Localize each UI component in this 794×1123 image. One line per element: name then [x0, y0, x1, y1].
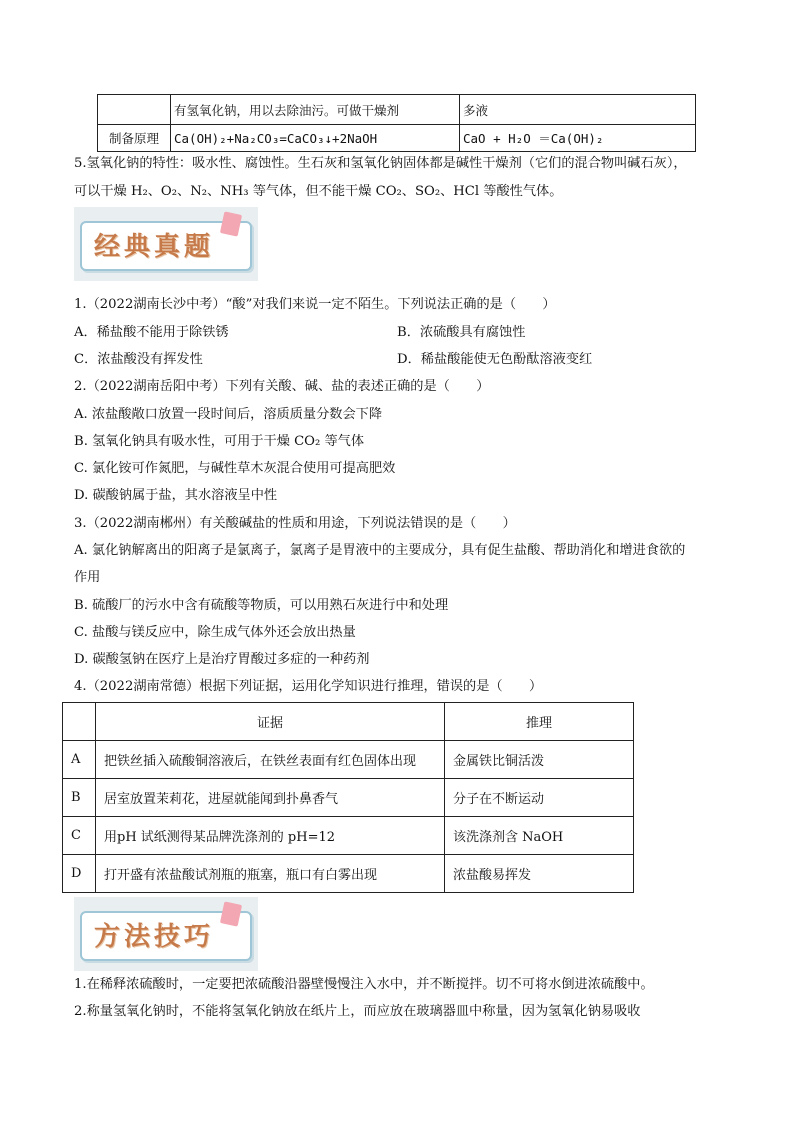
header-key: [63, 703, 96, 741]
row-evidence: 用pH 试纸测得某品牌洗涤剂的 pH=12: [96, 817, 445, 855]
row-evidence: 把铁丝插入硫酸铜溶液后，在铁丝表面有红色固体出现: [96, 741, 445, 779]
q1-option-c: C．浓盐酸没有挥发性: [74, 352, 203, 367]
table-row: [63, 817, 634, 855]
section-banner-methods: [74, 897, 258, 971]
q2-option-d: D. 碳酸钠属于盐，其水溶液呈中性: [74, 488, 278, 503]
properties-table: [97, 94, 696, 152]
q3-option-c: C. 盐酸与镁反应中，除生成气体外还会放出热量: [74, 625, 356, 640]
table-row: [63, 741, 634, 779]
point-5-line-2: 可以干燥 H₂、O₂、N₂、NH₃ 等气体，但不能干燥 CO₂、SO₂、HCl 等酸性气体。: [74, 184, 563, 199]
row-key: C: [63, 817, 96, 855]
q2-stem: 2.（2022湖南岳阳中考）下列有关酸、碱、盐的表述正确的是（ ）: [74, 379, 490, 394]
evidence-table: [62, 702, 634, 893]
row-key: A: [63, 741, 96, 779]
header-inference: 推理: [445, 703, 634, 741]
q1-option-b: B．浓硫酸具有腐蚀性: [397, 325, 526, 340]
row-inference: 金属铁比铜活泼: [445, 741, 634, 779]
q2-option-b: B. 氢氧化钠具有吸水性，可用于干燥 CO₂ 等气体: [74, 434, 365, 449]
caoh-cell: CaO + H₂O ＝Ca(OH)₂: [460, 125, 696, 152]
q2-option-a: A. 浓盐酸敞口放置一段时间后，溶质质量分数会下降: [74, 407, 383, 422]
point-5-line-1: 5.氢氧化钠的特性：吸水性、腐蚀性。生石灰和氢氧化钠固体都是碱性干燥剂（它们的混合物叫碱石灰），: [74, 156, 687, 171]
q1-stem: 1.（2022湖南长沙中考）“酸”对我们来说一定不陌生。下列说法正确的是（ ）: [74, 297, 556, 312]
tip-1: 1.在稀释浓硫酸时，一定要把浓硫酸沿器壁慢慢注入水中，并不断搅拌。切不可将水倒进浓硫酸中。: [74, 977, 654, 992]
row-inference: 该洗涤剂含 NaOH: [445, 817, 634, 855]
table-row: [98, 125, 696, 152]
q4-stem: 4.（2022湖南常德）根据下列证据，运用化学知识进行推理，错误的是（ ）: [74, 679, 543, 694]
row-evidence: 居室放置茉莉花，进屋就能闻到扑鼻香气: [96, 779, 445, 817]
q3-option-b: B. 硫酸厂的污水中含有硫酸等物质，可以用熟石灰进行中和处理: [74, 598, 449, 613]
q3-stem: 3.（2022湖南郴州）有关酸碱盐的性质和用途，下列说法错误的是（ ）: [74, 516, 516, 531]
table-row: [63, 855, 634, 893]
table-row: [63, 779, 634, 817]
row-key: D: [63, 855, 96, 893]
q3-option-d: D. 碳酸氢钠在医疗上是治疗胃酸过多症的一种药剂: [74, 652, 370, 667]
row-label: [98, 95, 171, 125]
banner-title: 经典真题: [94, 232, 215, 262]
banner-title: 方法技巧: [94, 922, 215, 952]
naoh-cell: Ca(OH)₂+Na₂CO₃=CaCO₃↓+2NaOH: [171, 125, 460, 152]
naoh-cell: 有氢氧化钠，用以去除油污。可做干燥剂: [171, 95, 460, 125]
q2-option-c: C. 氯化铵可作氮肥，与碱性草木灰混合使用可提高肥效: [74, 461, 396, 476]
table-row: [98, 95, 696, 125]
row-label: 制备原理: [98, 125, 171, 152]
q1-option-a: A．稀盐酸不能用于除铁锈: [74, 325, 229, 340]
table-header-row: [63, 703, 634, 741]
row-key: B: [63, 779, 96, 817]
section-banner-classic: [74, 207, 258, 281]
tip-2: 2.称量氢氧化钠时，不能将氢氧化钠放在纸片上，而应放在玻璃器皿中称量，因为氢氧化钠易吸收: [74, 1004, 641, 1019]
q1-option-d: D．稀盐酸能使无色酚酞溶液变红: [397, 352, 593, 367]
row-inference: 浓盐酸易挥发: [445, 855, 634, 893]
header-evidence: 证据: [96, 703, 445, 741]
caoh-cell: 多液: [460, 95, 696, 125]
q3-option-a-cont: 作用: [74, 570, 101, 585]
q3-option-a: A. 氯化钠解离出的阳离子是氯离子，氯离子是胃液中的主要成分，具有促生盐酸、帮助消化和增进食欲的: [74, 543, 686, 558]
row-evidence: 打开盛有浓盐酸试剂瓶的瓶塞，瓶口有白雾出现: [96, 855, 445, 893]
row-inference: 分子在不断运动: [445, 779, 634, 817]
